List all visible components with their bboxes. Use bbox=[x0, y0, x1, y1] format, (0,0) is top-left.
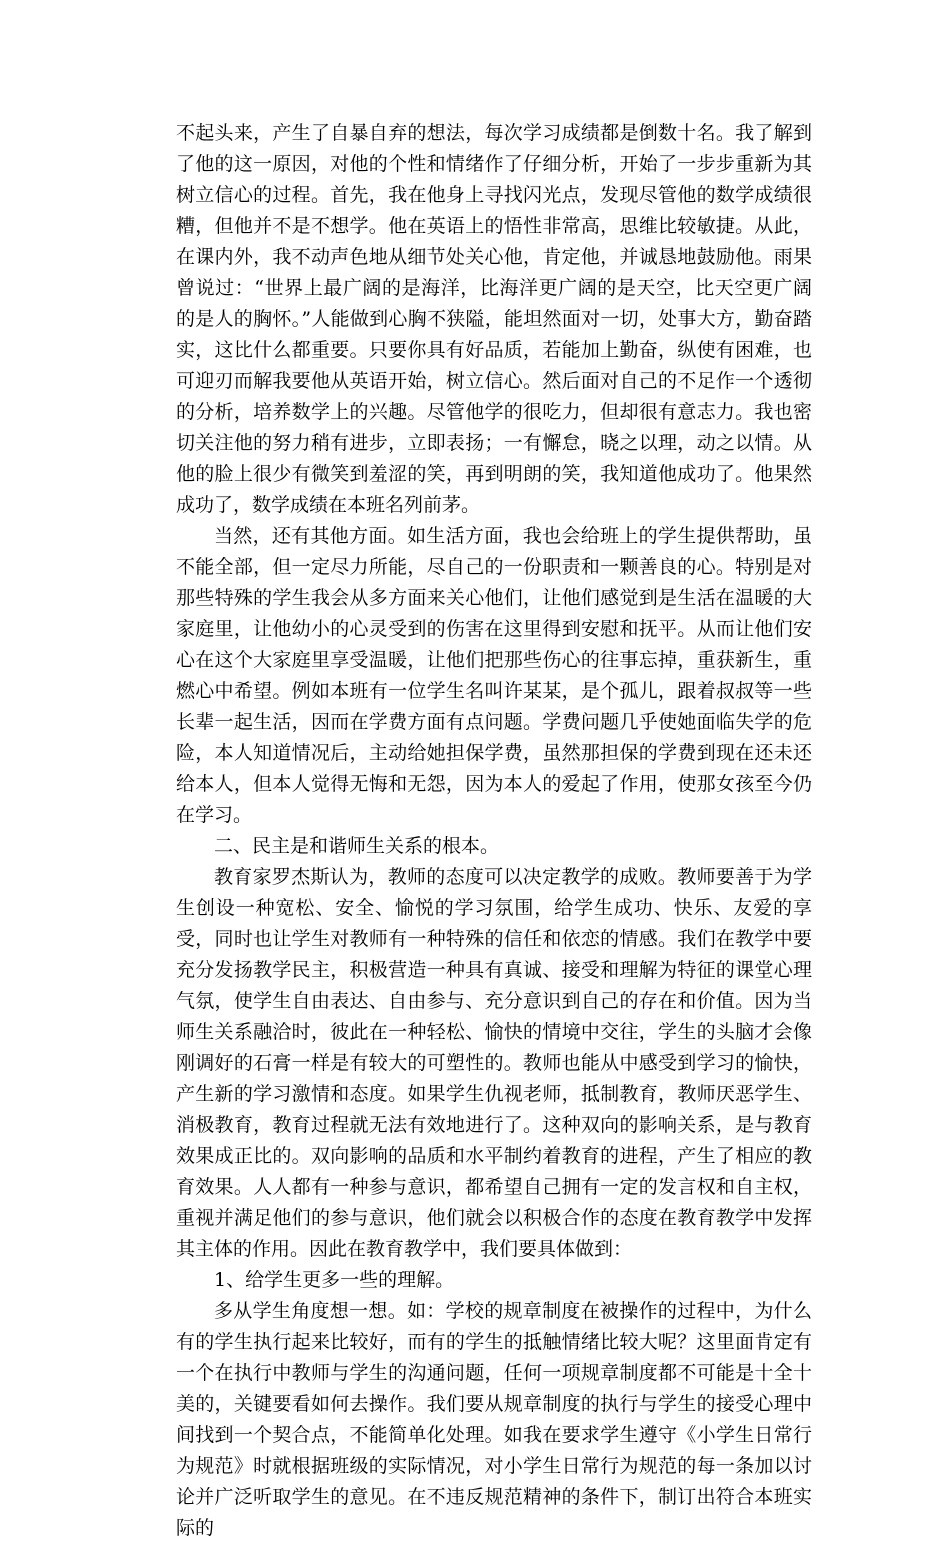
document-page bbox=[176, 118, 812, 1544]
paragraph-life-care: 当然，还有其他方面。如生活方面，我也会给班上的学生提供帮助，虽不能全部，但一定尽力所能，尽自己的一份职责和一颗善良的心。特别是对那些特殊的学生我会从多方面来关心他们，让他们感觉到是生活在温暖的大家庭里，让他幼小的心灵受到的伤害在这里得到安慰和抚平。从而让他们安心在这个大家庭里享受温暖，让他们把那些伤心的往事忘掉，重获新生，重燃心中希望。例如本班有一位学生名叫许某某，是个孤儿，跟着叔叔等一些长辈一起生活，因而在学费方面有点问题。学费问题几乎使她面临失学的危险，本人知道情况后，主动给她担保学费，虽然那担保的学费到现在还未还给本人，但本人觉得无悔和无怨，因为本人的爱起了作用，使那女孩至今仍在学习。 bbox=[176, 525, 812, 826]
paragraph-rogers: 教育家罗杰斯认为，教师的态度可以决定教学的成败。教师要善于为学生创设一种宽松、安全、愉悦的学习氛围，给学生成功、快乐、友爱的享受，同时也让学生对教师有一种特殊的信任和依恋的情感。我们在教学中要充分发扬教学民主，积极营造一种具有真诚、接受和理解为特征的课堂心理气氛，使学生自由表达、自由参与、充分意识到自己的存在和价值。因为当师生关系融洽时，彼此在一种轻松、愉快的情境中交往，学生的头脑才会像刚调好的石膏一样是有较大的可塑性的。教师也能从中感受到学习的愉快，产生新的学习激情和态度。如果学生仇视老师，抵制教育，教师厌恶学生、消极教育，教育过程就无法有效地进行了。这种双向的影响关系，是与教育效果成正比的。双向影响的品质和水平制约着教育的进程，产生了相应的教育效果。人人都有一种参与意识，都希望自己拥有一定的发言权和自主权，重视并满足他们的参与意识，他们就会以积极合作的态度在教育教学中发挥其主体的作用。因此在教育教学中，我们要具体做到： bbox=[176, 866, 812, 1260]
subheading-understanding: 1、给学生更多一些的理解。 bbox=[214, 1269, 455, 1291]
section-heading-democracy: 二、民主是和谐师生关系的根本。 bbox=[214, 835, 500, 857]
paragraph-student-perspective: 多从学生角度想一想。如：学校的规章制度在被操作的过程中，为什么有的学生执行起来比较好，而有的学生的抵触情绪比较大呢？这里面肯定有一个在执行中教师与学生的沟通问题，任何一项规章制度都不可能是十全十美的，关键要看如何去操作。我们要从规章制度的执行与学生的接受心理中间找到一个契合点，不能简单化处理。如我在要求学生遵守《小学生日常行为规范》时就根据班级的实际情况，对小学生日常行为规范的每一条加以讨论并广泛听取学生的意见。在不违反规范精神的条件下，制订出符合本班实际的 bbox=[176, 1300, 812, 1539]
paragraph-continuation: 不起头来，产生了自暴自弃的想法，每次学习成绩都是倒数十名。我了解到了他的这一原因，对他的个性和情绪作了仔细分析，开始了一步步重新为其树立信心的过程。首先，我在他身上寻找闪光点，发现尽管他的数学成绩很糟，但他并不是不想学。他在英语上的悟性非常高，思维比较敏捷。从此，在课内外，我不动声色地从细节处关心他，肯定他，并诚恳地鼓励他。雨果曾说过：“世界上最广阔的是海洋，比海洋更广阔的是天空，比天空更广阔的是人的胸怀。”人能做到心胸不狭隘，能坦然面对一切，处事大方，勤奋踏实，这比什么都重要。只要你具有好品质，若能加上勤奋，纵使有困难，也可迎刃而解我要他从英语开始，树立信心。然后面对自己的不足作一个透彻的分析，培养数学上的兴趣。尽管他学的很吃力，但却很有意志力。我也密切关注他的努力稍有进步，立即表扬；一有懈怠，晓之以理，动之以情。从他的脸上很少有微笑到羞涩的笑，再到明朗的笑，我知道他成功了。他果然成功了，数学成绩在本班名列前茅。 bbox=[176, 122, 812, 516]
